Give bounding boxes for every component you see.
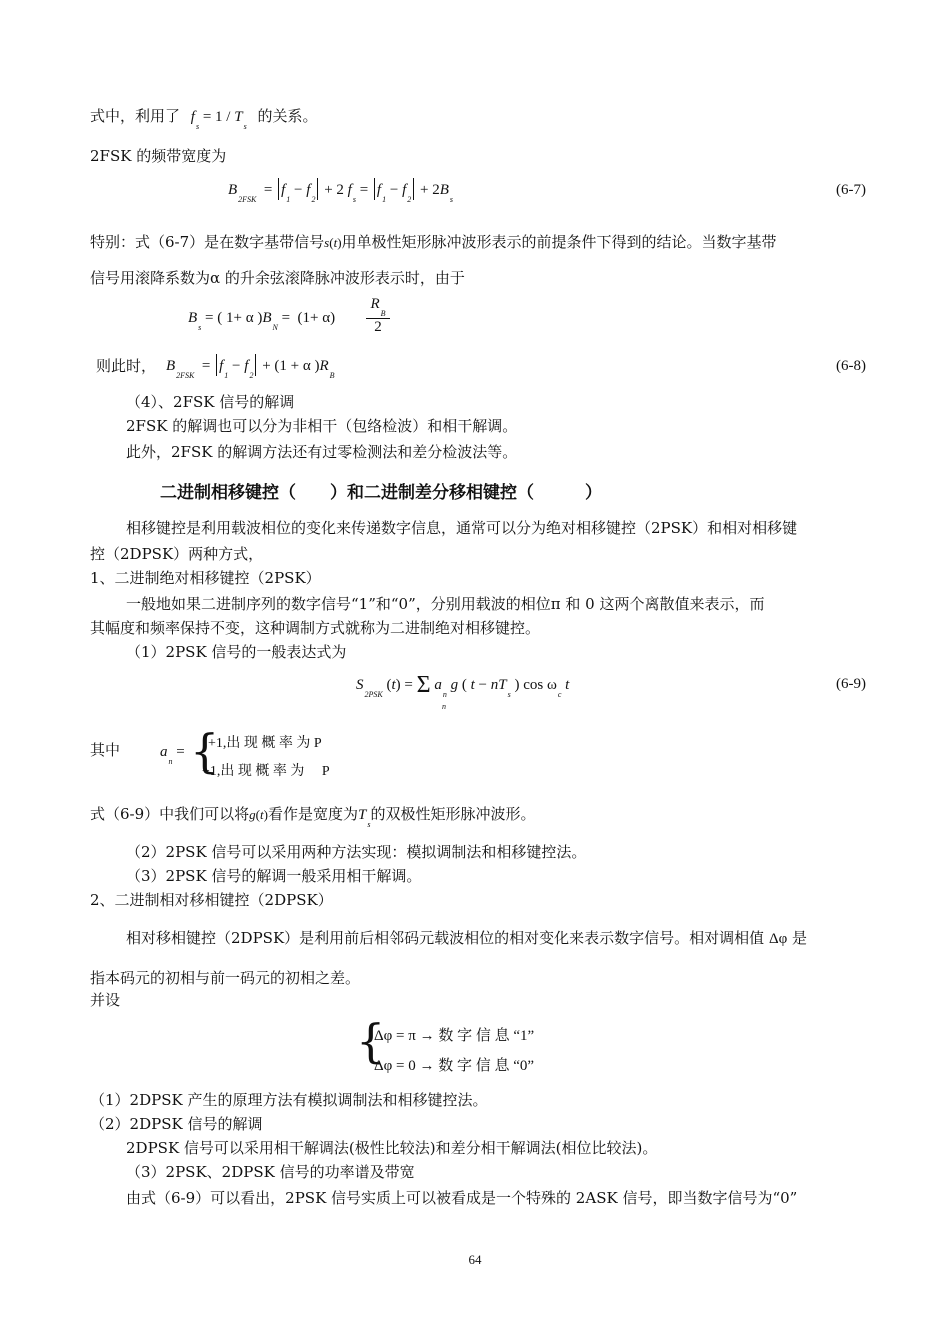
text-line: 一般地如果二进制序列的数字信号“1”和“0”，分别用载波的相位π 和 0 这两个离散值来表示，而 [126, 595, 765, 613]
formula-6-8: $B_{2FSK} = f_1 - f_2 + (1 + \alpha$ )$R_B$ [166, 354, 335, 380]
formula-bs-fraction: $R_B$ 2 [366, 296, 390, 336]
text-line: （2）2DPSK 信号的解调 [90, 1115, 263, 1133]
text-line: 则此时， [96, 357, 157, 375]
left-brace: { [356, 1014, 386, 1068]
inline-formula-st: s(t) [324, 235, 342, 250]
equation-number: (6-7) [836, 182, 866, 198]
phase-rule-pi: Δφ = π → 数 字 信 息 “1” [374, 1028, 535, 1044]
sum-index: n [442, 702, 446, 711]
formula-6-7: $B_{2FSK} = f_1 - f_2 + 2$ $f_s = f_1 - f_2 + 2B_s$ [228, 178, 453, 204]
text-line: 2DPSK 信号可以采用相干解调法(极性比较法)和差分相干解调法(相位比较法)。 [126, 1139, 658, 1157]
text-line: 2FSK 的频带宽度为 [90, 147, 227, 165]
inline-formula-dphi: Δφ [768, 931, 788, 947]
formula-an: $a_n$ = [160, 744, 185, 766]
text-line: 1、二进制绝对相移键控（2PSK） [90, 569, 321, 587]
text-line: （3）2PSK、2DPSK 信号的功率谱及带宽 [126, 1163, 415, 1181]
text-line: 相移键控是利用载波相位的变化来传递数字信息，通常可以分为绝对相移键控（2PSK）和相对相移键 [126, 519, 798, 537]
left-brace: { [190, 724, 220, 778]
text-line: （2）2PSK 信号可以采用两种方法实现：模拟调制法和相移键控法。 [126, 843, 587, 861]
text-line: 由式（6-9）可以看出，2PSK 信号实质上可以被看成是一个特殊的 2ASK 信号，即当数字信号为“0” [126, 1189, 798, 1207]
equation-number: (6-9) [836, 676, 866, 692]
text-line: 其中 [90, 741, 121, 759]
phase-rule-zero: Δφ = 0 → 数 字 信 息 “0” [374, 1058, 535, 1074]
text-line: 相对移相键控（2DPSK）是利用前后相邻码元载波相位的相对变化来表示数字信号。相对调相值 Δφ 是 [126, 929, 808, 947]
text-line: （1）2DPSK 产生的原理方法有模拟调制法和相移键控法。 [90, 1091, 488, 1109]
case-plus-one: +1,出 现 概 率 为 P [208, 736, 322, 751]
section-heading: 二进制相移键控（ ）和二进制差分移相键控（ ） [160, 483, 602, 503]
text-line: 式（6-9）中我们可以将g(t)看作是宽度为$T_s$的双极性矩形脉冲波形。 [90, 805, 536, 829]
text-line: 特别：式（6-7）是在数字基带信号s(t)用单极性矩形脉冲波形表示的前提条件下得到的结论。当数字基带 [90, 233, 777, 251]
text-line: 式中，利用了 $f_s = 1 / T_s$ 的关系。 [90, 107, 318, 131]
text-line: （3）2PSK 信号的解调一般采用相干解调。 [126, 867, 422, 885]
text-line: 其幅度和频率保持不变，这种调制方式就称为二进制绝对相移键控。 [90, 619, 541, 637]
text-line: 此外，2FSK 的解调方法还有过零检测法和差分检波法等。 [126, 443, 518, 461]
equation-number: (6-8) [836, 358, 866, 374]
formula-6-9: $S_{2PSK}$ (t) = Σ $a_n$ g ( $t - nT_s$ ) $\cos \omega_c$ t [356, 672, 570, 699]
case-minus-one: −1,出 现 概 率 为 P [202, 764, 330, 779]
page-number: 64 [468, 1252, 482, 1267]
inline-formula-gt: g(t) [249, 807, 268, 822]
text-line: （4）、2FSK 信号的解调 [126, 393, 295, 411]
text-line: （1）2PSK 信号的一般表达式为 [126, 643, 347, 661]
text-line: 2、二进制相对移相键控（2DPSK） [90, 891, 333, 909]
text-line: 2FSK 的解调也可以分为非相干（包络检波）和相干解调。 [126, 417, 518, 435]
text-line: 信号用滚降系数为α 的升余弦滚降脉冲波形表示时，由于 [90, 269, 465, 287]
text-line: 控（2DPSK）两种方式， [90, 545, 264, 563]
inline-formula-fs: $f_s = 1 / T_s$ [190, 109, 247, 131]
formula-bs: $B_s$ = ( 1+ α )$B_N = (1+ \alpha)$ [188, 310, 343, 332]
text-line: 指本码元的初相与前一码元的初相之差。 [90, 969, 361, 987]
inline-formula-ts: $T_s$ [357, 807, 371, 829]
text-line: 并设 [90, 991, 121, 1009]
